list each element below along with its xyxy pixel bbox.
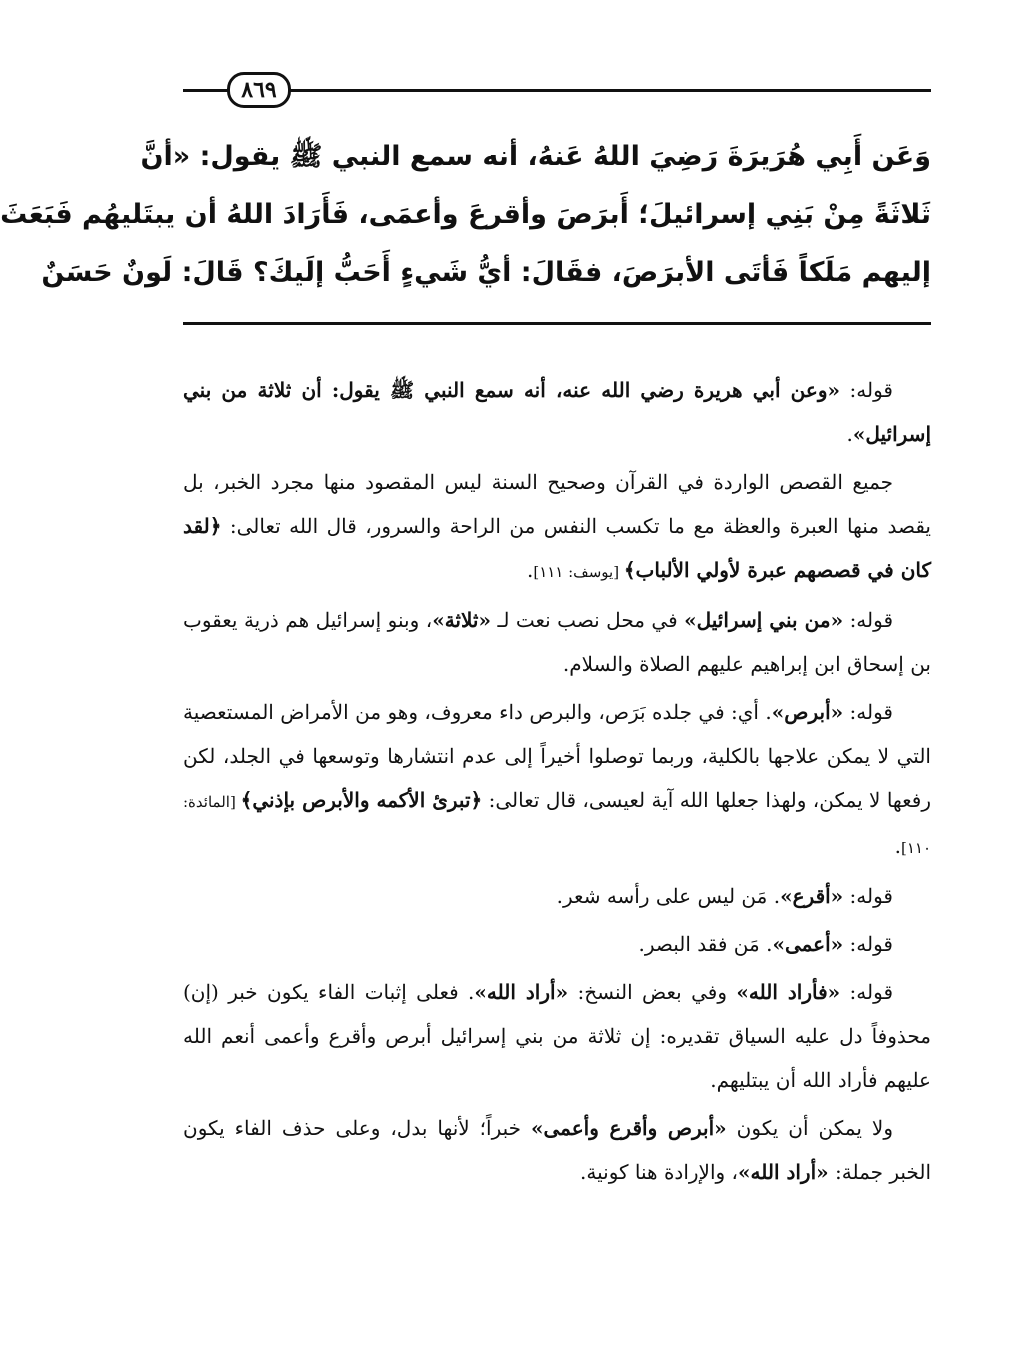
paragraph-end: . (846, 422, 853, 446)
verse-reference: [المائدة: ١١٠] (183, 793, 931, 857)
quoted-phrase: «أراد الله» (738, 1160, 829, 1184)
verse-reference: [يوسف: ١١١] (533, 563, 624, 581)
commentary-paragraph (183, 970, 931, 1102)
quoted-phrase: «أقرع» (780, 884, 844, 908)
paragraph-text: . مَن ليس على رأسه شعر. (556, 884, 781, 908)
quoted-phrase: «أراد الله» (474, 980, 569, 1004)
quoted-phrase: «ثلاثة» (432, 608, 491, 632)
hadith-line: وَعَن أَبِي هُرَيرَةَ رَضِيَ اللهُ عَنهُ، أنه سمع النبي ﷺ يقول: «أنَّ (140, 141, 931, 172)
paragraph-end: . (894, 834, 901, 858)
paragraph-lead: قوله: (843, 884, 893, 908)
paragraph-text: . فعلى إثبات الفاء يكون خبر (إن) محذوفاً دل عليه السياق تقديره: إن ثلاثة من بني إسرائيل أبرص وأقرع وأعمى أنعم الله عليهم فأراد الله أن يبتليهم. (183, 980, 931, 1092)
hadith-line: إليهم مَلَكاً فَأتَى الأبرَصَ، فقَالَ: أيُّ شَيءٍ أَحَبُّ إلَيكَ؟ قَالَ: لَونٌ حَسَنٌ (41, 257, 931, 288)
paragraph-lead: قوله: (843, 700, 893, 724)
commentary (183, 368, 931, 1198)
paragraph-text: وفي بعض النسخ: (568, 980, 737, 1004)
paragraph-text: ، وبنو إسرائيل هم ذرية يعقوب بن إسحاق ابن إبراهيم عليهم الصلاة والسلام. (183, 608, 931, 676)
quoted-phrase: «أبرص وأقرع وأعمى» (531, 1116, 727, 1140)
hadith-line: ثَلاثَةً مِنْ بَنِي إسرائيلَ؛ أَبرَصَ وأقرعَ وأعمَى، فَأَرَادَ اللهُ أن يبتَليهُم فَبَعَثَ (0, 199, 931, 230)
paragraph-text: في محل نصب نعت لـ (491, 608, 685, 632)
paragraph-text: ولا يمكن أن يكون (726, 1116, 893, 1140)
quoted-phrase: «أعمى» (772, 932, 844, 956)
paragraph-text: خبراً؛ لأنها بدل، وعلى حذف الفاء يكون الخبر جملة: (183, 1116, 931, 1184)
commentary-paragraph (183, 460, 931, 594)
paragraph-lead: قوله: (843, 608, 894, 632)
hadith-text (0, 128, 931, 302)
page-header (183, 70, 931, 110)
commentary-paragraph (183, 1106, 931, 1194)
page-number: ٨٦٩ (227, 72, 291, 108)
paragraph-end: . (526, 558, 534, 582)
quoted-phrase: «فأراد الله» (736, 980, 841, 1004)
paragraph-lead: قوله: (840, 980, 894, 1004)
quran-verse: ﴿لقد كان في قصصهم عبرة لأولي الألباب﴾ (183, 514, 931, 582)
paragraph-text: ، والإرادة هنا كونية. (580, 1160, 738, 1184)
quoted-phrase: «من بني إسرائيل» (684, 608, 844, 632)
paragraph-text: جميع القصص الواردة في القرآن وصحيح السنة ليس المقصود منها مجرد الخبر، بل يقصد منها العبرة والعظة مع ما تكسب النفس من الراحة والسرور، قال الله تعالى: (183, 470, 931, 538)
hadith-divider (183, 322, 931, 325)
quoted-phrase: «وعن أبي هريرة رضي الله عنه، أنه سمع النبي ﷺ يقول: أن ثلاثة من بني إسرائيل» (183, 378, 931, 446)
commentary-paragraph (183, 922, 931, 966)
paragraph-lead: قوله: (839, 378, 893, 402)
quran-verse: ﴿تبرئ الأكمه والأبرص بإذني﴾ (240, 788, 483, 812)
commentary-paragraph (183, 690, 931, 870)
commentary-paragraph (183, 368, 931, 456)
quoted-phrase: «أبرص» (771, 700, 844, 724)
header-rule (183, 89, 931, 92)
commentary-paragraph (183, 598, 931, 686)
paragraph-text: . أي: في جلده بَرَص، والبرص داء معروف، وهو من الأمراض المستعصية التي لا يمكن علاجها بالكلية، وربما توصلوا أخيراً إلى عدم انتشارها وتوسعها في الجلد، لكن رفعها لا يمكن، ولهذا جعلها الله آية لعيسى، قال تعالى: (183, 700, 932, 812)
commentary-paragraph (183, 874, 931, 918)
paragraph-text: . مَن فقد البصر. (638, 932, 773, 956)
paragraph-lead: قوله: (843, 932, 893, 956)
